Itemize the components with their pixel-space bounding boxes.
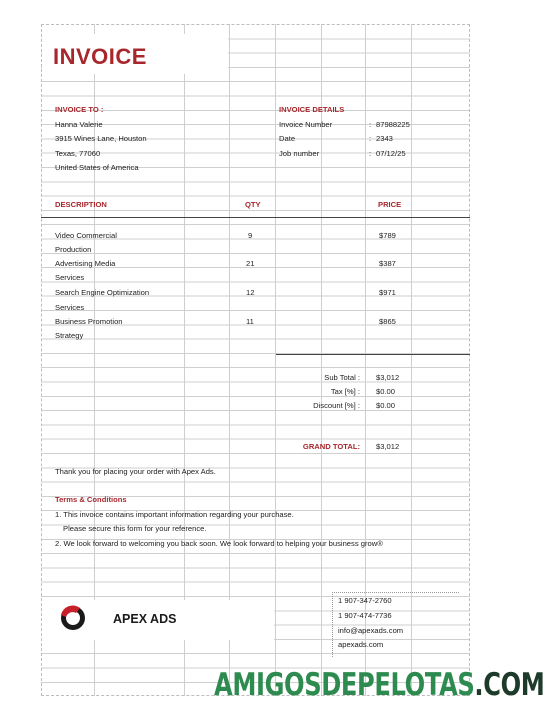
item-description: Video Commercial	[55, 231, 117, 240]
discount-label: Discount [%] :	[313, 401, 360, 410]
item-description-cont: Production	[55, 245, 92, 254]
grand-total-label: GRAND TOTAL:	[302, 442, 360, 451]
date-value: 2343	[376, 134, 393, 143]
customer-country: United States of America	[55, 163, 139, 172]
item-description-cont: Strategy	[55, 331, 84, 340]
item-description: Search Engine Optimization	[55, 288, 150, 297]
thank-you-note: Thank you for placing your order with Apex Ads.	[55, 467, 216, 476]
item-description: Advertising Media	[55, 259, 116, 268]
job-number-value: 07/12/25	[376, 149, 406, 158]
item-price: $789	[379, 231, 396, 240]
item-description-cont: Services	[55, 303, 85, 312]
watermark-suffix: .COM	[474, 667, 544, 703]
website[interactable]: apexads.com	[338, 640, 384, 649]
customer-city: Texas, 77060	[55, 149, 101, 158]
item-qty: 9	[248, 231, 253, 240]
phone-2: 1 907-474-7736	[338, 611, 392, 620]
tax-value: $0.00	[376, 387, 396, 396]
apex-logo-icon	[58, 603, 88, 633]
date-label: Date	[279, 134, 296, 143]
phone-1: 1 907-347-2760	[338, 596, 392, 605]
discount-value: $0.00	[376, 401, 396, 410]
item-description-cont: Services	[55, 273, 85, 282]
grand-total-value: $3,012	[376, 442, 400, 451]
job-number-label: Job number	[279, 149, 320, 158]
description-header: DESCRIPTION	[55, 200, 107, 209]
subtotal-value: $3,012	[376, 373, 400, 382]
watermark	[214, 667, 544, 703]
invoice-number-label: Invoice Number	[279, 120, 333, 129]
table-header-rule	[41, 217, 470, 218]
qty-header: QTY	[245, 200, 261, 209]
price-header: PRICE	[378, 200, 402, 209]
item-price: $971	[379, 288, 396, 297]
item-price: $387	[379, 259, 396, 268]
invoice-number-value: 87988225	[376, 120, 410, 129]
item-qty: 11	[246, 317, 254, 326]
job-number-sep: :	[369, 149, 372, 158]
terms-line-1: 1. This invoice contains important information regarding your purchase.	[55, 510, 294, 519]
invoice-to-heading: INVOICE TO :	[55, 105, 104, 114]
items-end-rule	[276, 354, 470, 355]
item-description: Business Promotion	[55, 317, 123, 326]
terms-line-2: Please secure this form for your reference.	[63, 524, 207, 533]
email[interactable]: info@apexads.com	[338, 626, 404, 635]
terms-line-3: 2. We look forward to welcoming you back soon. We look forward to helping your business grow®	[55, 539, 383, 548]
watermark-main: AMIGOSDEPELOTAS	[214, 667, 475, 703]
terms-heading: Terms & Conditions	[55, 495, 127, 504]
item-qty: 12	[246, 288, 255, 297]
invoice-number-sep: :	[369, 120, 372, 129]
item-price: $865	[379, 317, 396, 326]
item-qty: 21	[246, 259, 255, 268]
tax-label: Tax [%] :	[330, 387, 360, 396]
subtotal-label: Sub Total :	[324, 373, 360, 382]
date-sep: :	[369, 134, 372, 143]
customer-street: 3915 Wines Lane, Houston	[55, 134, 147, 143]
invoice-details-heading: INVOICE DETAILS	[279, 105, 345, 114]
company-name: APEX ADS	[113, 612, 177, 626]
customer-name: Hanna Valerie	[55, 120, 103, 129]
page-title: INVOICE	[53, 44, 147, 69]
